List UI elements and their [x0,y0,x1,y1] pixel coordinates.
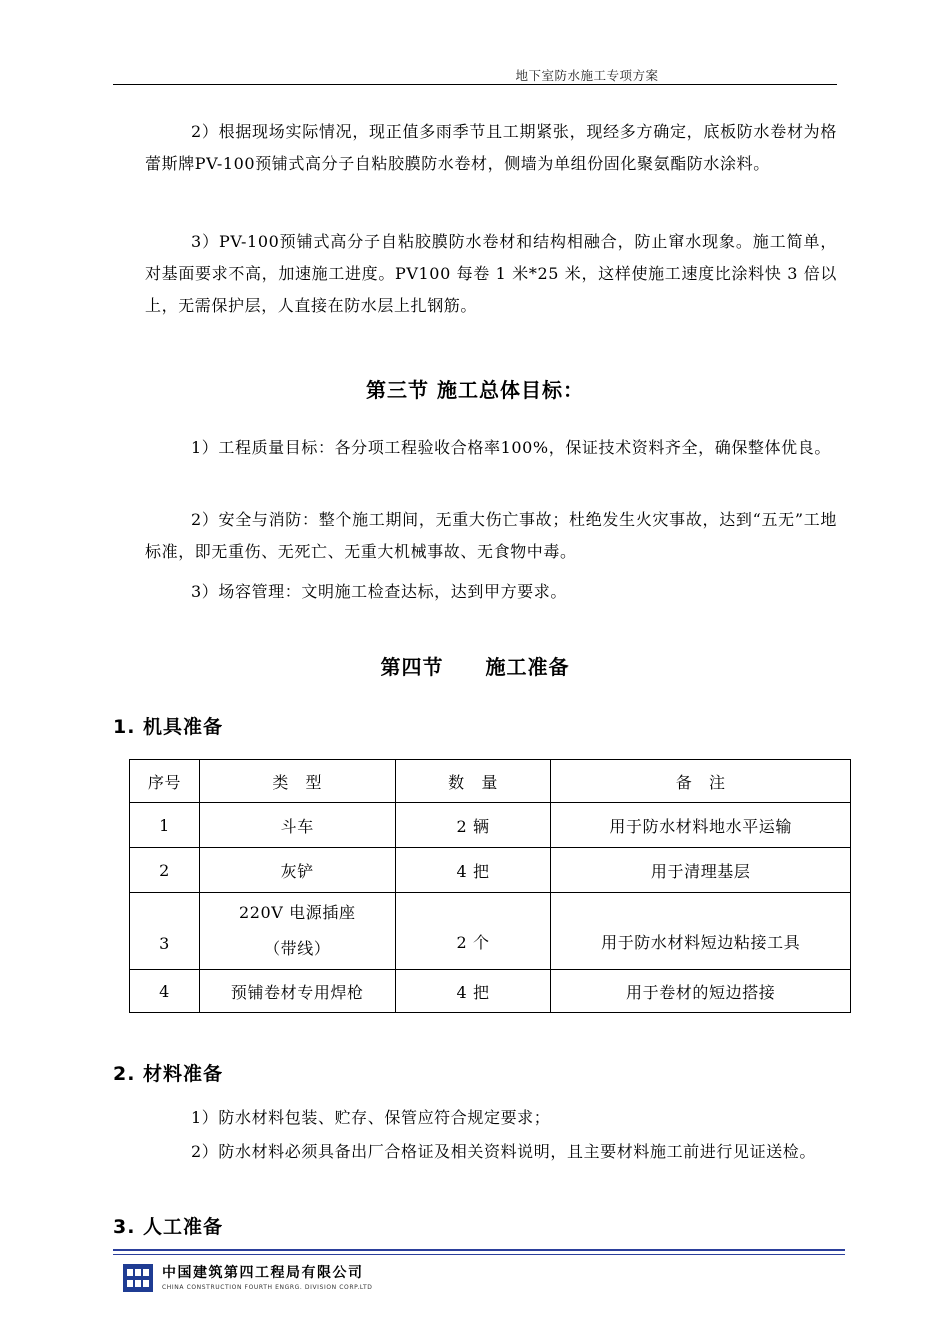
goal-item [145,576,837,608]
equipment-table [129,759,851,1013]
cell-note: 用于防水材料地水平运输 [551,803,851,848]
company-name-cn: 中国建筑第四工程局有限公司 [162,1265,364,1281]
cell-type-line1: 220V 电源插座 [238,903,356,922]
company-name-en: CHINA CONSTRUCTION FOURTH ENGRG. DIVISION CORP.LTD [162,1284,373,1291]
goal-item-text: 3）场容管理：文明施工检查达标，达到甲方要求。 [191,582,567,601]
cell-type-line2: （带线） [264,939,331,958]
header-divider [113,84,837,85]
cell-no: 1 [130,803,200,848]
equipment-heading: 1. 机具准备 [113,716,224,738]
column-header-no: 序号 [130,760,200,803]
cell-qty: 2 个 [395,893,551,970]
section-3-title: 第三节 施工总体目标： [366,378,584,402]
column-header-type: 类 型 [199,760,395,803]
header-title: 地下室防水施工专项方案 [515,68,659,83]
material-item-text: 2）防水材料必须具备出厂合格证及相关资料说明，且主要材料施工前进行见证送检。 [191,1142,816,1161]
cell-qty: 2 辆 [395,803,551,848]
footer-divider [113,1249,845,1251]
table-row [130,893,851,970]
footer-divider-thin [113,1254,845,1255]
material-item-text: 1）防水材料包装、贮存、保管应符合规定要求； [191,1108,551,1127]
intro-paragraph-2 [145,116,837,180]
column-header-note: 备 注 [551,760,851,803]
intro-p2-text: 2）根据现场实际情况，现正值多雨季节且工期紧张，现经多方确定，底板防水卷材为格蕾斯牌PV-100预铺式高分子自粘胶膜防水卷材，侧墙为单组份固化聚氨酯防水涂料。 [145,122,837,173]
table-row [130,803,851,848]
table-row [130,970,851,1013]
cell-note: 用于防水材料短边粘接工具 [551,893,851,970]
intro-paragraph-3 [145,226,837,322]
goal-item [145,432,837,464]
cell-type: 斗车 [199,803,395,848]
cell-note: 用于卷材的短边搭接 [551,970,851,1013]
cell-no: 2 [130,848,200,893]
cell-note: 用于清理基层 [551,848,851,893]
table-row [130,848,851,893]
goal-item [145,504,837,568]
goal-item-text: 2）安全与消防：整个施工期间，无重大伤亡事故；杜绝发生火灾事故，达到“五无”工地标准，即无重伤、无死亡、无重大机械事故、无食物中毒。 [145,510,837,561]
cell-type: 灰铲 [199,848,395,893]
goal-item-text: 1）工程质量目标：各分项工程验收合格率100%，保证技术资料齐全，确保整体优良。 [191,438,831,457]
table-header-row [130,760,851,803]
cell-no: 3 [130,893,200,970]
intro-p3-text: 3）PV-100预铺式高分子自粘胶膜防水卷材和结构相融合，防止窜水现象。施工简单，对基面要求不高，加速施工进度。PV100 每卷 1 米*25 米，这样使施工速度比涂料快 3 倍以上，无需保护层，人直接在防水层上扎钢筋。 [145,232,837,315]
labor-heading: 3. 人工准备 [113,1216,224,1238]
column-header-qty: 数 量 [395,760,551,803]
cell-type [199,893,395,970]
cell-qty: 4 把 [395,848,551,893]
cell-type: 预铺卷材专用焊枪 [199,970,395,1013]
cell-qty: 4 把 [395,970,551,1013]
materials-heading: 2. 材料准备 [113,1063,224,1085]
material-item [145,1136,837,1168]
material-item [145,1102,837,1134]
section-4-title: 第四节 施工准备 [380,655,570,679]
company-logo-icon [123,1264,153,1292]
cell-no: 4 [130,970,200,1013]
